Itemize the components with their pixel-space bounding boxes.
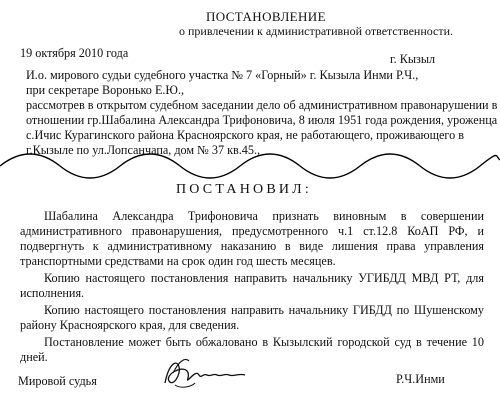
decision-paragraph: Копию настоящего постановления направить начальнику УГИБДД МВД РТ, для исполнения. [20, 271, 484, 300]
decision-paragraph: Шабалина Александра Трифоновича признать виновным в совершении административного правонарушения, предусмотренного ч.1 ст.12.8 КоАП РФ, и подвергнуть к административному наказанию в виде лишения права управления транспортными средствами на срок один год шесть месяцев. [20, 209, 484, 268]
document-date: 19 октября 2010 года [20, 46, 129, 60]
intro-block [26, 68, 497, 158]
decision-heading: ПОСТАНОВИЛ: [176, 182, 312, 197]
decision-paragraph: Копию настоящего постановления направить начальнику ГИБДД по Шушенскому району Красноярского края, для сведения. [20, 303, 484, 332]
intro-line: с.Ичис Курагинского района Красноярского края, не работающего, проживающего в [26, 128, 464, 142]
document-title: ПОСТАНОВЛЕНИЕ [206, 9, 326, 24]
document-subtitle: о привлечении к административной ответственности. [179, 24, 454, 38]
omission-wavy-line [0, 146, 500, 184]
intro-line: И.о. мирового судьи судебного участка № 7 «Горный» г. Кызыла Инми Р.Ч., [26, 68, 419, 82]
judge-role: Мировой судья [18, 374, 97, 388]
intro-line: отношении гр.Шабалина Александра Трифоновича, 8 июля 1951 года рождения, уроженца [26, 113, 498, 127]
judge-name: Р.Ч.Инми [396, 372, 445, 386]
intro-line: г.Кызыле по ул.Лопсанчапа, дом № 37 кв.45., [26, 143, 261, 157]
document-city: г. Кызыл [390, 52, 436, 66]
handwritten-signature [155, 353, 265, 393]
intro-line: рассмотрев в открытом судебном заседании дело об административном правонарушении в [26, 98, 498, 112]
intro-line: при секретаре Воронько Е.Ю., [26, 83, 185, 97]
decision-body [20, 209, 484, 367]
decision-paragraph: Постановление может быть обжаловано в Кызылский городской суд в течение 10 дней. [20, 335, 484, 364]
